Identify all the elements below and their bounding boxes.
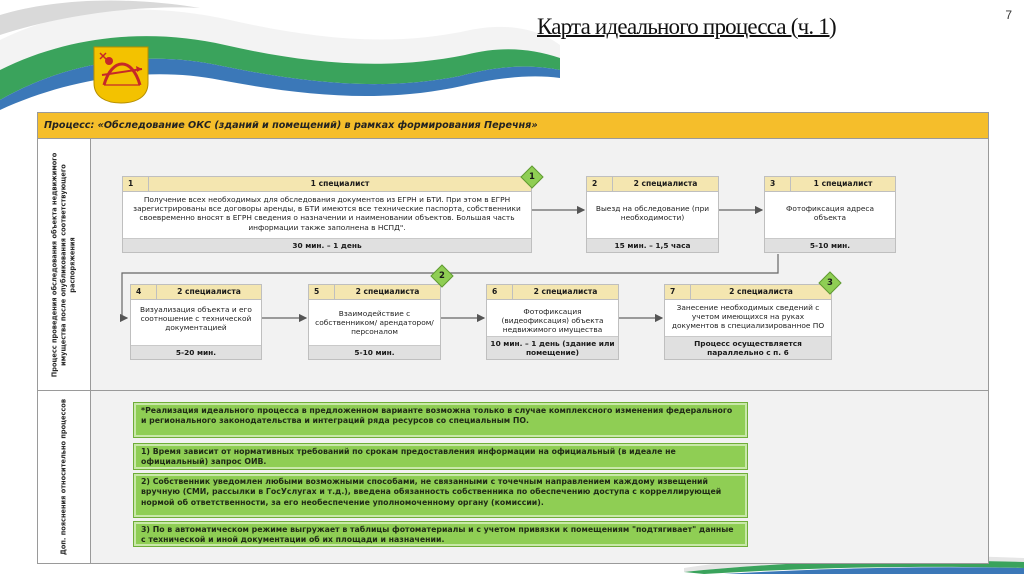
step-3-box [764,176,896,253]
badge-2-number: 2 [439,271,445,281]
slide-number: 7 [1005,8,1012,22]
step-1-header [123,177,531,192]
step-3-number: 3 [765,177,791,191]
step-7-number: 7 [665,285,691,299]
coat-of-arms-icon [92,45,150,105]
step-2-header [587,177,718,192]
step-3-header [765,177,895,192]
step-4-number: 4 [131,285,157,299]
step-2-number: 2 [587,177,613,191]
step-5-header [309,285,440,300]
flag-ribbon-decoration [0,0,560,110]
side-label-notes-text: Доп. пояснения относительно процессов [59,398,68,556]
step-6-description: Фотофиксация (видеофиксация) объекта недвижимого имущества [501,307,604,335]
step-4-header [131,285,261,300]
note-badge-3 [818,271,842,295]
step-3-description: Фотофиксация адреса объекта [786,204,874,223]
step-5-box [308,284,441,360]
step-7-box [664,284,832,360]
note-3: 3) По в автоматическом режиме выгружает в таблицы фотоматериалы и с учетом привязки к помещениям "подтягивает" данные с технической и иной документации об их площади и назначении. [133,521,748,547]
step-7-header [665,285,831,300]
step-5-number: 5 [309,285,335,299]
process-header: Процесс: «Обследование ОКС (зданий и помещений) в рамках формирования Перечня» [38,113,988,139]
step-2-box [586,176,719,253]
side-label-notes [38,391,91,563]
step-1-number: 1 [123,177,149,191]
step-3-staff: 1 специалист [813,179,873,188]
step-6-duration: 10 мин. – 1 день (здание или помещение) [487,336,618,359]
step-1-description: Получение всех необходимых для обследования документов из ЕГРН и БТИ. При этом в ЕГРН зарегистрированы все договоры аренды, в БТИ имеются все технические паспорта, собственники своевременно вносят в ЕГРН сведения о назначении и наименовании объектов. Большая часть информации также заполнена в НСПД". [133,195,521,232]
step-7-duration: Процесс осуществляется параллельно с п. 6 [665,336,831,359]
step-7-description: Занесение необходимых сведений с учетом имеющихся на руках документов в специализированное ПО [671,303,825,331]
note-general: *Реализация идеального процесса в предложенном варианте возможна только в случае комплексного изменения федерального и регионального законодательства и интеграций ряда ресурсов со специальным ПО. [133,402,748,438]
note-1: 1) Время зависит от нормативных требований по срокам предоставления информации на официальный (в идеале не официальный) запрос ОИВ. [133,443,748,470]
badge-1-number: 1 [529,172,535,182]
step-2-duration: 15 мин. – 1,5 часа [587,238,718,252]
step-5-staff: 2 специалиста [355,287,420,296]
step-6-header [487,285,618,300]
note-badge-2 [430,264,454,288]
side-label-flow [38,139,91,391]
note-2: 2) Собственник уведомлен любыми возможными способами, не связанными с точечным направлением каждому извещений вручную (СМИ, рассылки в ГосУслугах и т.д.), введена обязанность собственника по обеспечению доступа с корреллирующей нормой об ответственности, за его необеспечение уполномоченному органу (комиссии). [133,473,748,518]
step-2-description: Выезд на обследование (при необходимости) [595,204,710,223]
step-5-duration: 5-10 мин. [309,345,440,359]
step-4-staff: 2 специалиста [177,287,241,296]
step-1-staff: 1 специалист [310,179,370,188]
step-7-staff: 2 специалиста [729,287,793,296]
step-4-box [130,284,262,360]
step-6-number: 6 [487,285,513,299]
note-badge-1 [520,165,544,189]
step-4-description: Визуализация объекта и его соотношение с технической документацией [140,305,252,333]
step-1-box [122,176,532,253]
step-6-staff: 2 специалиста [533,287,598,296]
step-2-staff: 2 специалиста [633,179,698,188]
step-5-description: Взаимодействие с собственником/ арендатором/персоналом [315,309,434,337]
step-1-duration: 30 мин. – 1 день [123,238,531,252]
badge-3-number: 3 [827,278,833,288]
slide-title: Карта идеального процесса (ч. 1) [537,14,836,39]
step-3-duration: 5-10 мин. [765,238,895,252]
step-4-duration: 5-20 мин. [131,345,261,359]
side-label-flow-text: Процесс проведения обследования объекта недвижимого имущества после опубликования соответствующего распоряжения [50,152,77,377]
step-6-box [486,284,619,360]
